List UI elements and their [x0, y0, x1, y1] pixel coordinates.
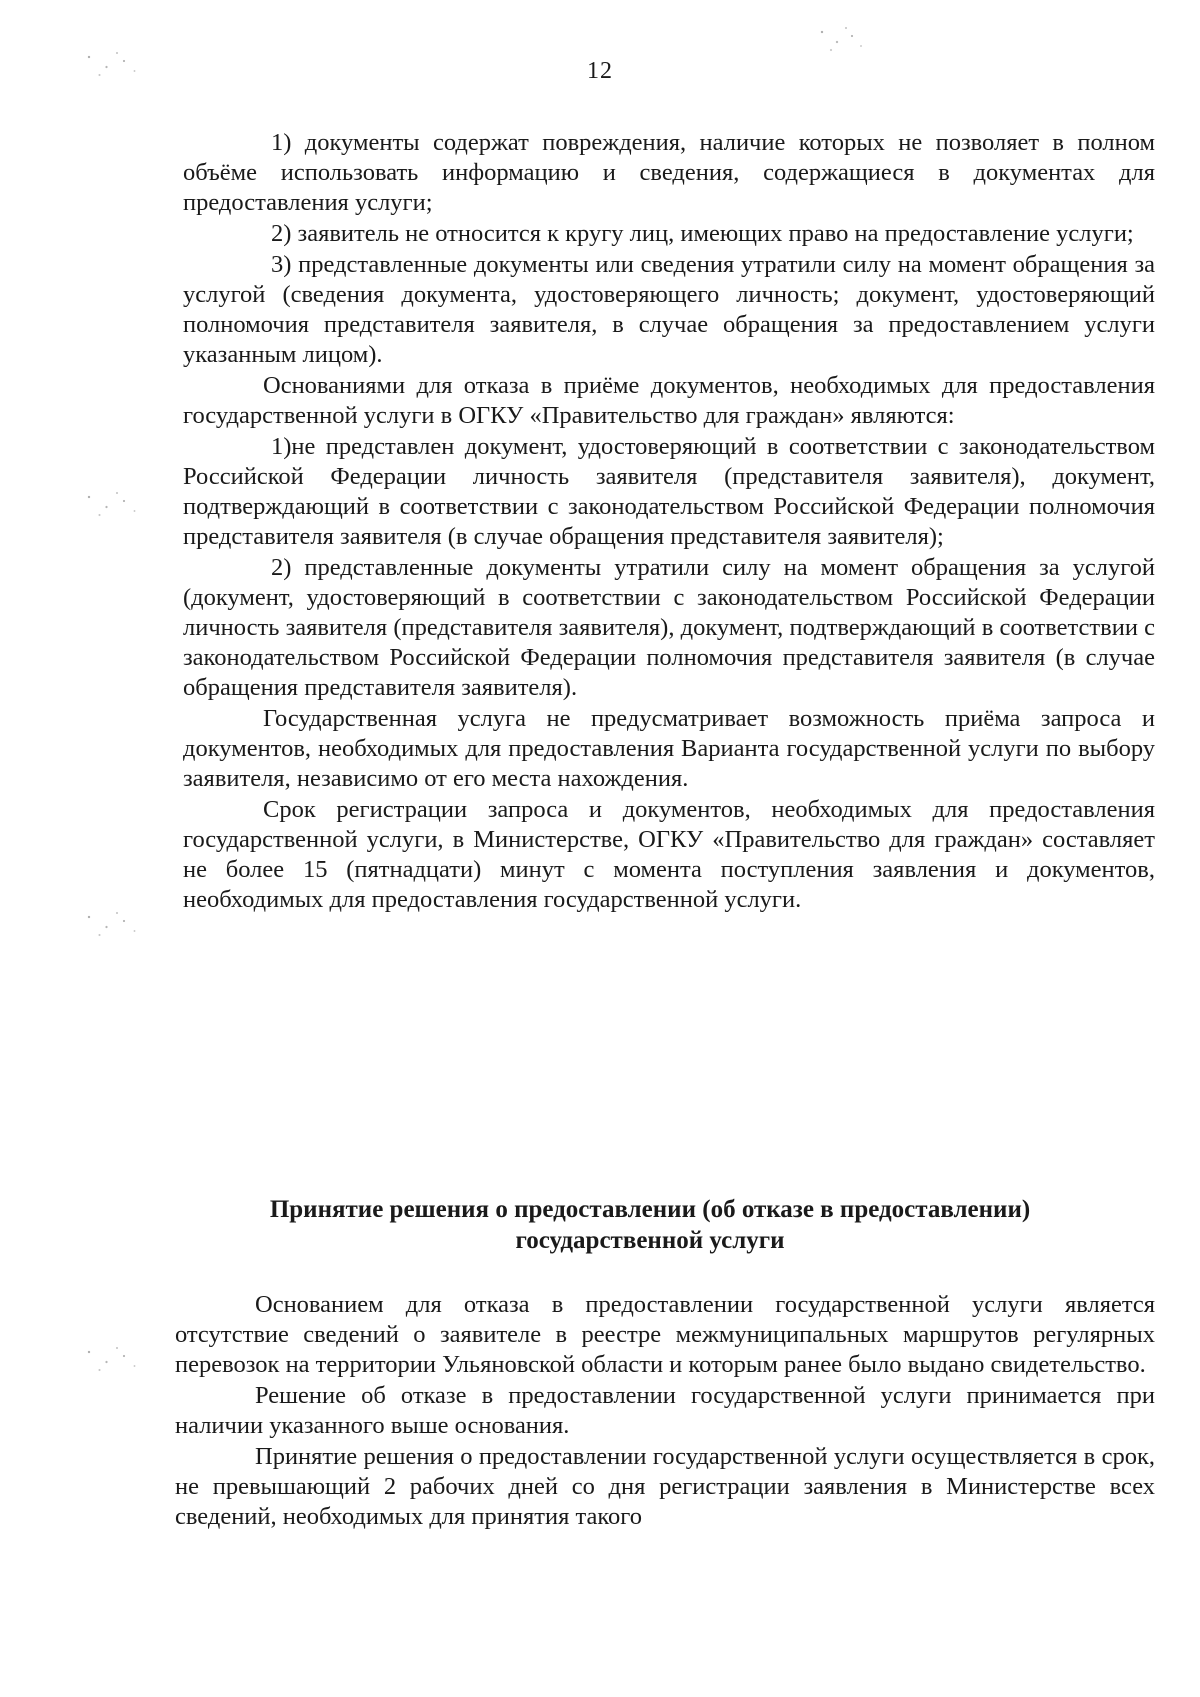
paragraph: Решение об отказе в предоставлении государственной услуги принимается при наличии указанного выше основания. [175, 1382, 1155, 1439]
scan-speck [75, 905, 145, 945]
body-text-bottom [175, 1290, 1155, 1533]
paragraph: Срок регистрации запроса и документов, необходимых для предоставления государственной услуги, в Министерстве, ОГКУ «Правительство для граждан» составляет не более 15 (пятнадцати) минут с момента поступления заявления и документов, необходимых для предоставления государственной услуги. [183, 796, 1155, 913]
scan-speck [75, 485, 145, 525]
paragraph: 2) заявитель не относится к кругу лиц, имеющих право на предоставление услуги; [271, 220, 1134, 247]
scan-speck [75, 1340, 145, 1380]
paragraph: Государственная услуга не предусматривает возможность приёма запроса и документов, необходимых для предоставления Варианта государственной услуги по выбору заявителя, независимо от его места нахождения. [183, 705, 1155, 792]
scan-speck [810, 20, 870, 60]
page-number: 12 [587, 58, 613, 84]
paragraph: 3) представленные документы или сведения утратили силу на момент обращения за услугой (сведения документа, удостоверяющего личность; документ, удостоверяющий полномочия представителя заявителя, в случае обращения за предоставлением услуги указанным лицом). [183, 251, 1155, 368]
body-text-top [183, 128, 1155, 916]
section-heading-line: Принятие решения о предоставлении (об отказе в предоставлении) [269, 1196, 1031, 1223]
paragraph: 2) представленные документы утратили силу на момент обращения за услугой (документ, удостоверяющий в соответствии с законодательством Российской Федерации личность заявителя (представителя заявителя), документ, подтверждающий в соответствии с законодательством Российской Федерации полномочия представителя заявителя (в случае обращения представителя заявителя). [183, 554, 1155, 701]
paragraph: 1) документы содержат повреждения, наличие которых не позволяет в полном объёме использовать информацию и сведения, содержащиеся в документах для предоставления услуги; [183, 129, 1155, 216]
paragraph: Основанием для отказа в предоставлении государственной услуги является отсутствие сведений о заявителе в реестре межмуниципальных маршрутов регулярных перевозок на территории Ульяновской области и которым ранее было выдано свидетельство. [175, 1291, 1155, 1378]
section-heading [200, 1194, 1100, 1256]
section-heading-line: государственной услуги [515, 1227, 785, 1254]
paragraph: 1)не представлен документ, удостоверяющий в соответствии с законодательством Российской Федерации личность заявителя (представителя заявителя), документ, подтверждающий в соответствии с законодательством Российской Федерации полномочия представителя заявителя (в случае обращения представителя заявителя); [183, 433, 1155, 550]
paragraph: Принятие решения о предоставлении государственной услуги осуществляется в срок, не превышающий 2 рабочих дней со дня регистрации заявления в Министерстве всех сведений, необходимых для принятия такого [175, 1443, 1155, 1530]
paragraph: Основаниями для отказа в приёме документов, необходимых для предоставления государственной услуги в ОГКУ «Правительство для граждан» являются: [183, 372, 1155, 429]
